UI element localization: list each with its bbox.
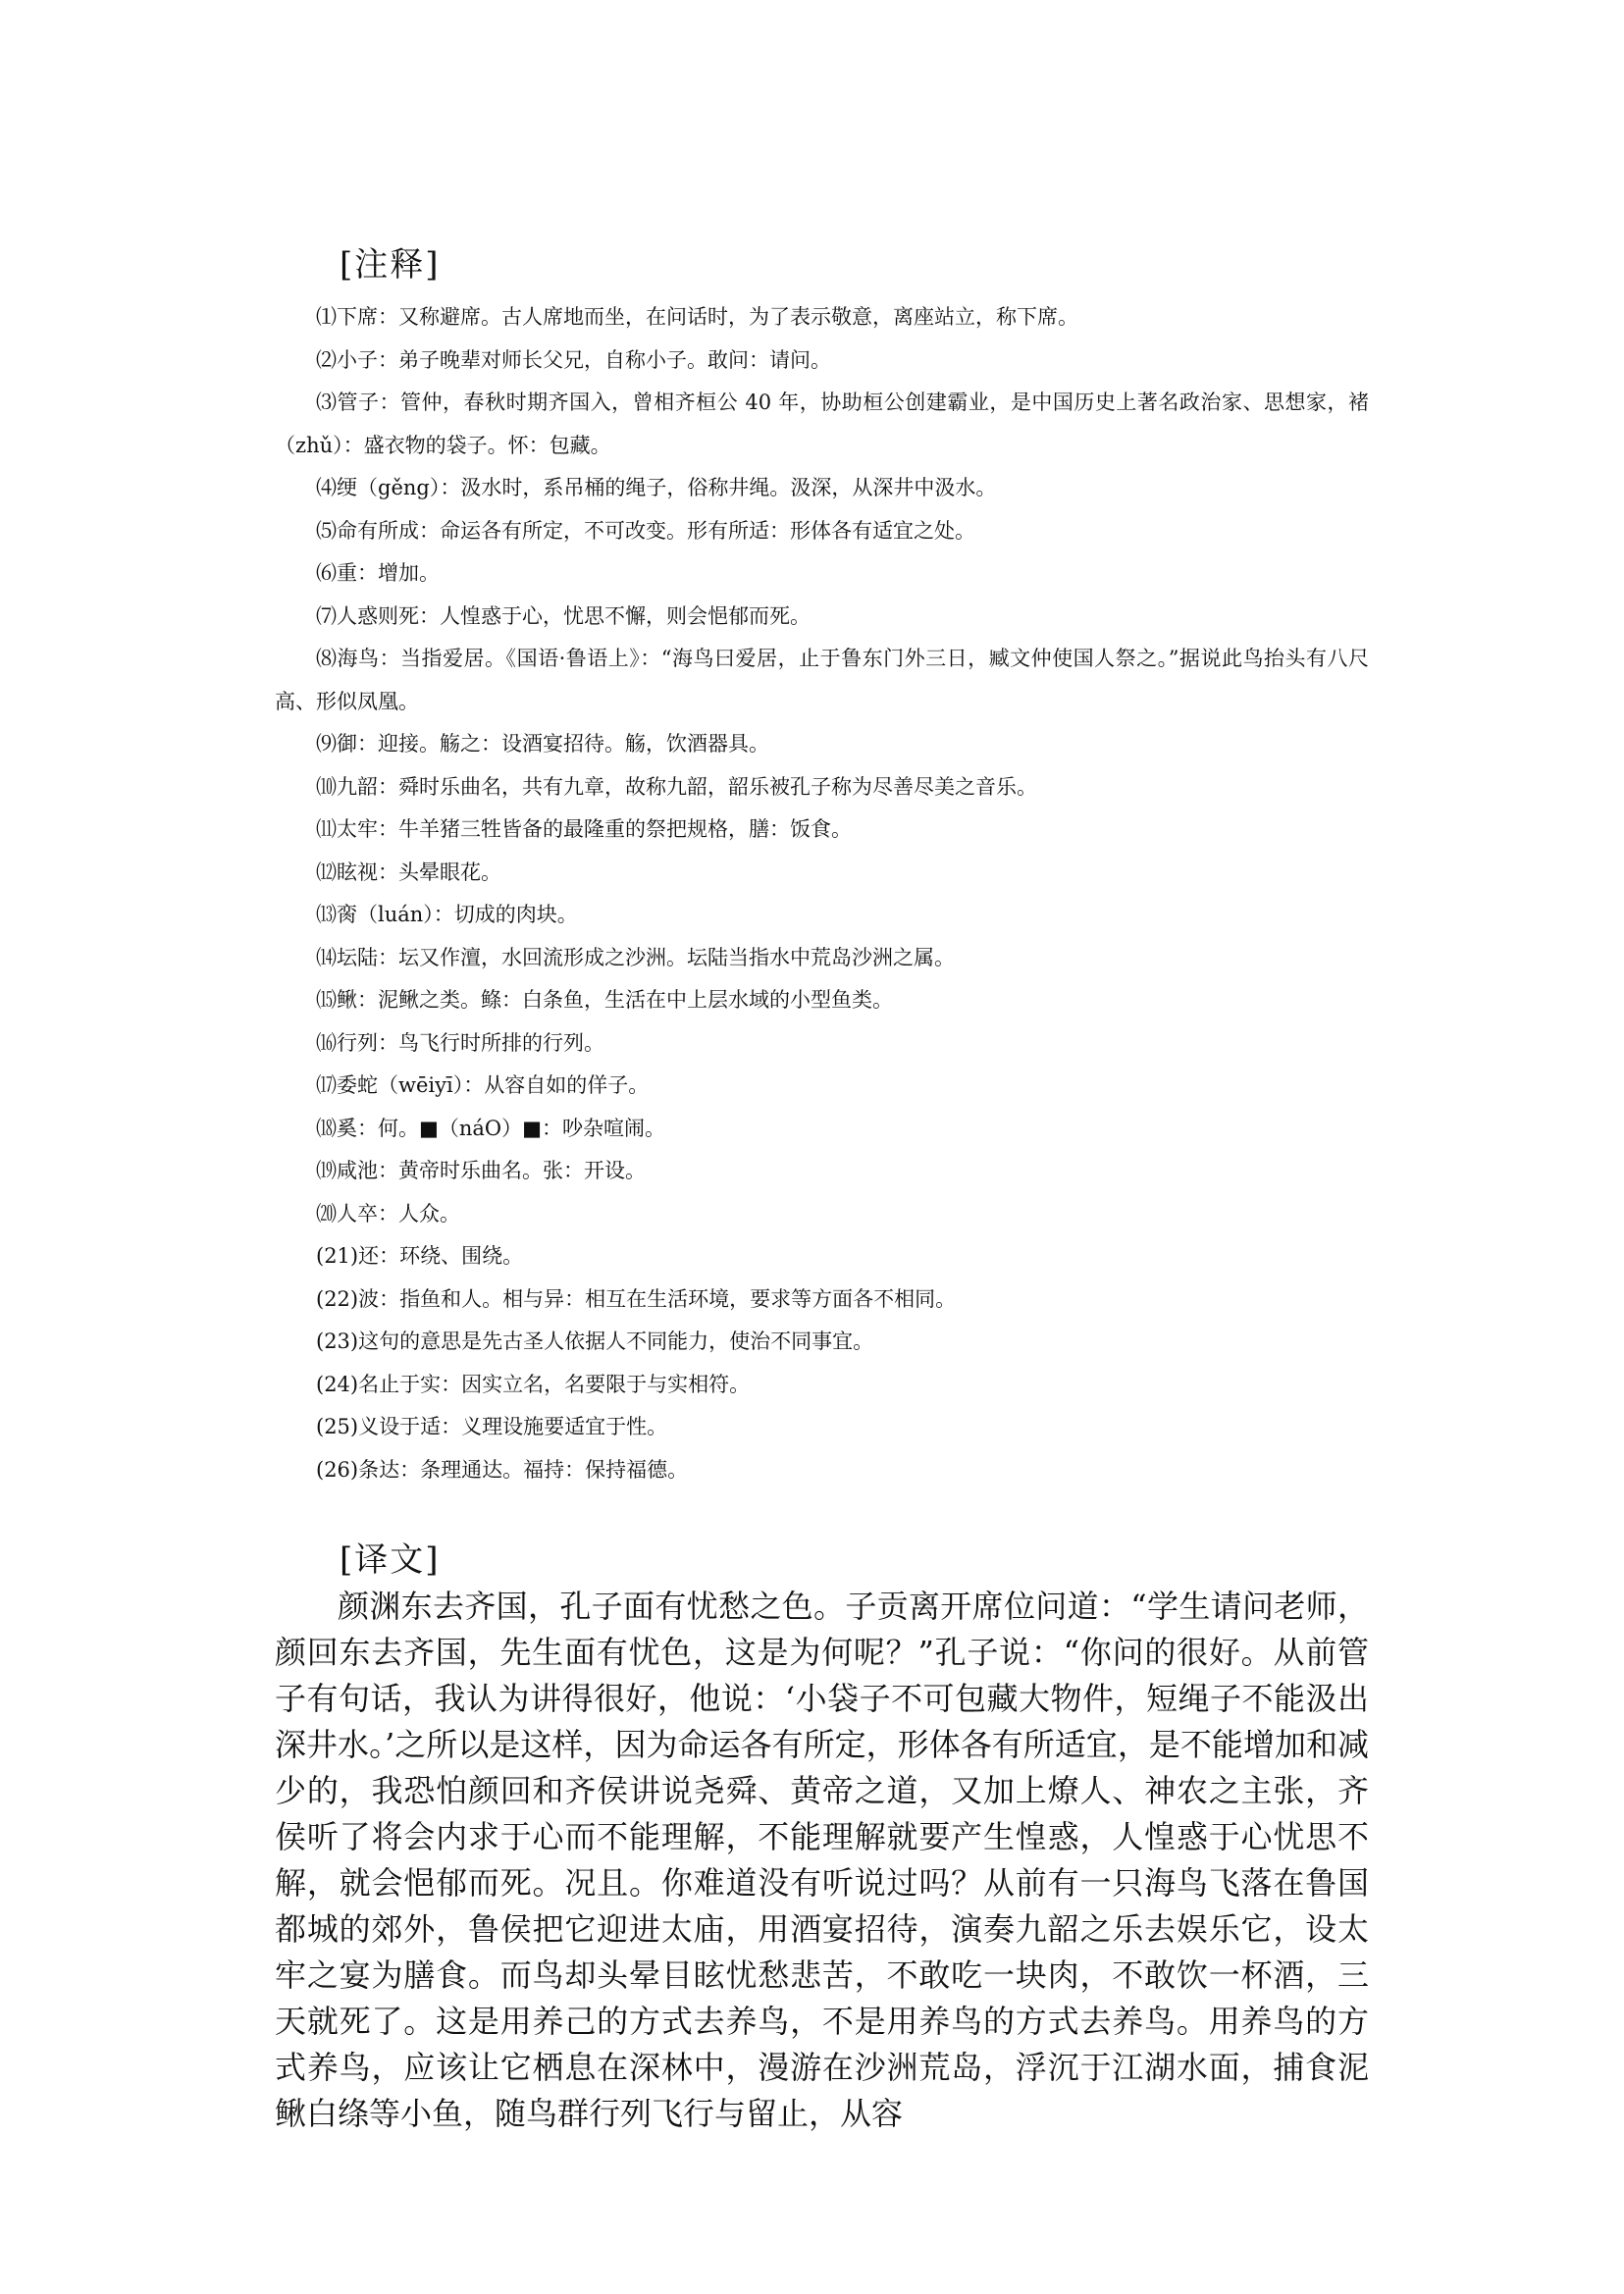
note-item: ⒂鳅：泥鳅之类。鲦：白条鱼，生活在中上层水域的小型鱼类。 [316, 988, 893, 1012]
note-item: ⒃行列：鸟飞行时所排的行列。 [316, 1030, 604, 1055]
translation-heading: [译文] [340, 1540, 441, 1580]
note-item: ⑺人惑则死：人惶惑于心，忧思不懈，则会悒郁而死。 [316, 603, 811, 628]
note-item: ⑽九韶：舜时乐曲名，共有九章，故称九韶，韶乐被孔子称为尽善尽美之音乐。 [316, 774, 1037, 799]
note-item: ⒁坛陆：坛又作澶，水回流形成之沙洲。坛陆当指水中荒岛沙洲之属。 [316, 945, 955, 969]
note-item: ⒀脔（luán）：切成的肉块。 [316, 903, 578, 926]
note-item: ⑸命有所成：命运各有所定，不可改变。形有所适：形体各有适宜之处。 [316, 518, 975, 543]
note-item: ⑷绠（gěng）：汲水时，系吊桶的绳子，俗称井绳。汲深，从深井中汲水。 [316, 476, 997, 499]
note-item: ⑶管子：管仲，春秋时期齐国入，曾相齐桓公 40 年，协助桓公创建霸业，是中国历史上著名政治家、思想家，褚（zhǔ）：盛衣物的袋子。怀：包藏。 [275, 391, 1369, 457]
notes-list [275, 296, 1369, 1491]
note-item: ⒇人卒：人众。 [316, 1201, 460, 1225]
note-item: (23)这句的意思是先古圣人依据人不同能力，使治不同事宜。 [316, 1329, 874, 1353]
note-item: ⑻海鸟：当指爱居。《国语·鲁语上》：“海鸟曰爱居，止于鲁东门外三日，臧文仲使国人祭之。”据说此鸟抬头有八尺高、形似凤凰。 [275, 647, 1369, 713]
note-item: (22)波：指鱼和人。相与异：相互在生活环境，要求等方面各不相同。 [316, 1286, 957, 1311]
note-item: ⑴下席：又称避席。古人席地而坐，在问话时，为了表示敬意，离座站立，称下席。 [316, 305, 1078, 329]
note-item: ⑾太牢：牛羊猪三牲皆备的最隆重的祭把规格，膳：饭食。 [316, 817, 852, 841]
note-item: (24)名止于实：因实立名，名要限于与实相符。 [316, 1372, 751, 1396]
notes-heading: [注释] [340, 245, 441, 285]
note-item: ⒄委蛇（wēiyī）：从容自如的佯子。 [316, 1073, 650, 1097]
note-item: (21)还：环绕、围绕。 [316, 1244, 524, 1268]
note-item: (25)义设于适：义理设施要适宜于性。 [316, 1415, 668, 1438]
translation-paragraph: 颜渊东去齐国，孔子面有忧愁之色。子贡离开席位问道：“学生请问老师，颜回东去齐国，先生面有忧色，这是为何呢？”孔子说：“你问的很好。从前管子有句话，我认为讲得很好，他说：‘小袋子不可包藏大物件，短绳子不能汲出深井水。’之所以是这样，因为命运各有所定，形体各有所适宜，是不能增加和减少的，我恐怕颜回和齐侯讲说尧舜、黄帝之道，又加上燎人、神农之主张，齐侯听了将会内求于心而不能理解，不能理解就要产生惶惑，人惶惑于心忧思不解，就会悒郁而死。况且。你难道没有听说过吗？从前有一只海鸟飞落在鲁国都城的郊外，鲁侯把它迎进太庙，用酒宴招待，演奏九韶之乐去娱乐它，设太牢之宴为膳食。而鸟却头晕目眩忧愁悲苦，不敢吃一块肉，不敢饮一杯酒，三天就死了。这是用养己的方式去养鸟，不是用养鸟的方式去养鸟。用养鸟的方式养鸟，应该让它栖息在深林中，漫游在沙洲荒岛，浮沉于江湖水面，捕食泥鳅白绦等小鱼，随鸟群行列飞行与留止，从容 [275, 1588, 1369, 2132]
note-item: ⒅奚：何。■（náO）■：吵杂喧闹。 [316, 1116, 665, 1140]
note-item: ⑿眩视：头晕眼花。 [316, 860, 501, 884]
note-item: ⒆咸池：黄帝时乐曲名。张：开设。 [316, 1159, 646, 1182]
note-item: ⑼御：迎接。觞之：设酒宴招待。觞，饮酒器具。 [316, 732, 769, 756]
note-item: ⑹重：增加。 [316, 561, 440, 585]
note-item: ⑵小子：弟子晚辈对师长父兄，自称小子。敢问：请问。 [316, 347, 831, 372]
note-item: (26)条达：条理通达。福持：保持福德。 [316, 1457, 689, 1482]
